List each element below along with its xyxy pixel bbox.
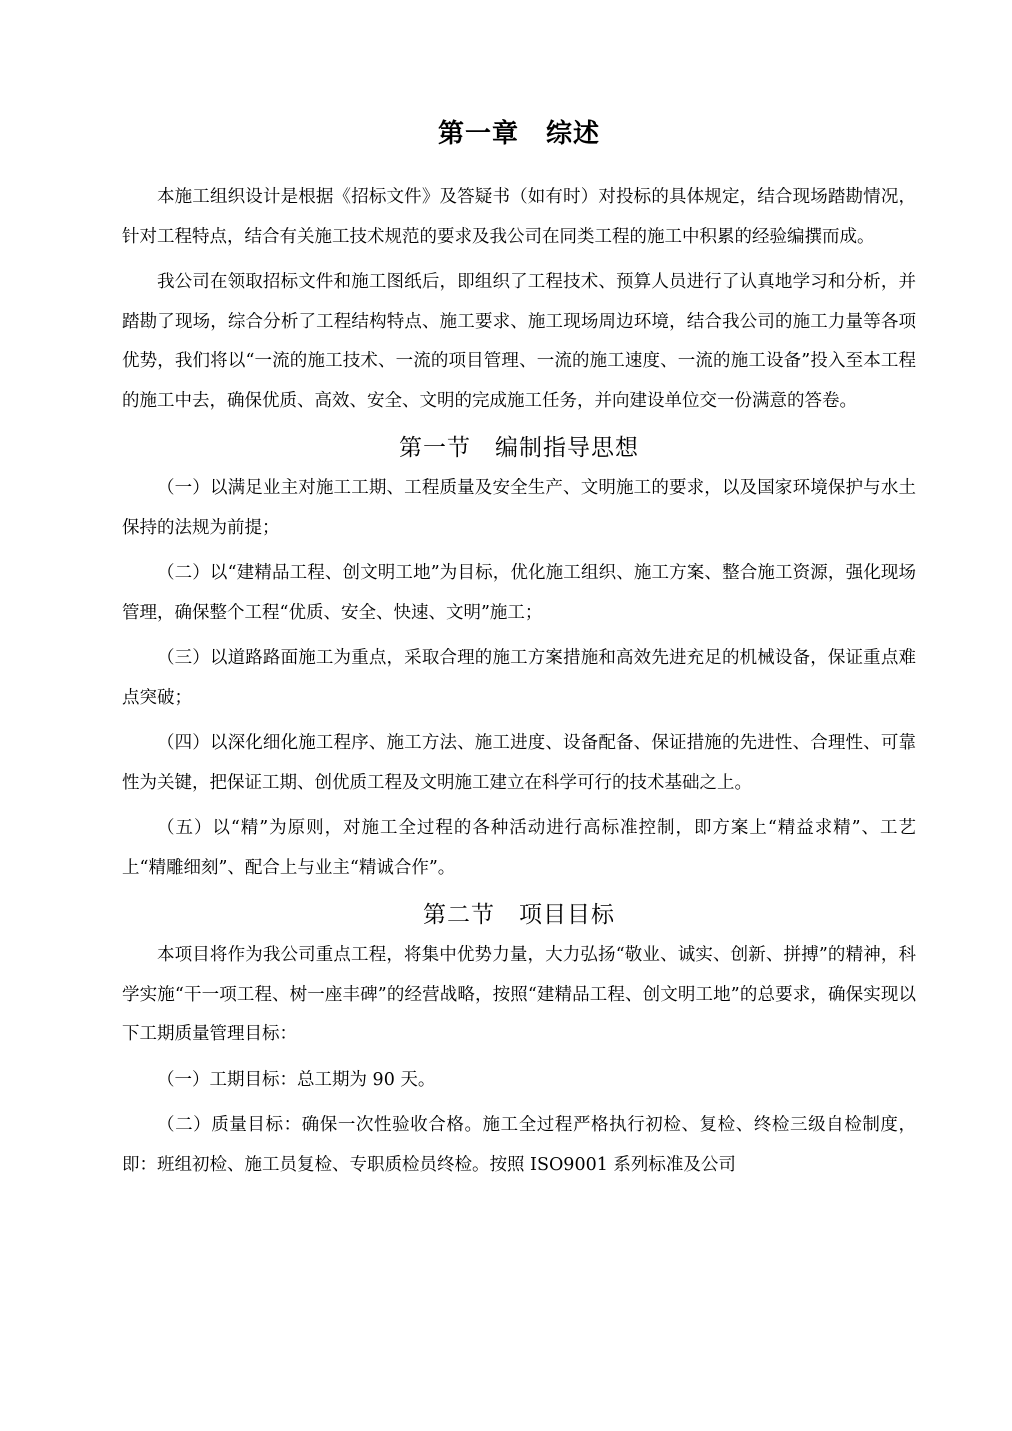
section-title-project-goals: 第二节 项目目标 [423, 902, 615, 928]
guiding-item-4: （四）以深化细化施工程序、施工方法、施工进度、设备配备、保证措施的先进性、合理性、可靠性为关键，把保证工期、创优质工程及文明施工建立在科学可行的技术基础之上。 [122, 733, 916, 793]
guiding-item-2: （二）以“建精品工程、创文明工地”为目标，优化施工组织、施工方案、整合施工资源，强化现场管理，确保整个工程“优质、安全、快速、文明”施工； [122, 563, 916, 623]
intro-paragraph-1: 本施工组织设计是根据《招标文件》及答疑书（如有时）对投标的具体规定，结合现场踏勘情况，针对工程特点，结合有关施工技术规范的要求及我公司在同类工程的施工中积累的经验编撰而成。 [122, 187, 916, 247]
guiding-item-1: （一）以满足业主对施工工期、工程质量及安全生产、文明施工的要求，以及国家环境保护与水土保持的法规为前提； [122, 478, 916, 538]
goal-quality: （二）质量目标：确保一次性验收合格。施工全过程严格执行初检、复检、终检三级自检制度，即：班组初检、施工员复检、专职质检员终检。按照 ISO9001 系列标准及公司 [122, 1115, 916, 1175]
document-page [122, 112, 916, 1191]
goal-schedule: （一）工期目标：总工期为 90 天。 [157, 1069, 436, 1090]
intro-paragraph-2: 我公司在领取招标文件和施工图纸后，即组织了工程技术、预算人员进行了认真地学习和分析，并踏勘了现场，综合分析了工程结构特点、施工要求、施工现场周边环境，结合我公司的施工力量等各项优势，我们将以“一流的施工技术、一流的项目管理、一流的施工速度、一流的施工设备”投入至本工程的施工中去，确保优质、高效、安全、文明的完成施工任务，并向建设单位交一份满意的答卷。 [122, 272, 916, 411]
guiding-item-3: （三）以道路路面施工为重点，采取合理的施工方案措施和高效先进充足的机械设备，保证重点难点突破； [122, 648, 916, 708]
guiding-item-5: （五）以“精”为原则，对施工全过程的各种活动进行高标准控制，即方案上“精益求精”、工艺上“精雕细刻”、配合上与业主“精诚合作”。 [122, 818, 916, 878]
goals-intro-paragraph: 本项目将作为我公司重点工程，将集中优势力量，大力弘扬“敬业、诚实、创新、拼搏”的精神，科学实施“干一项工程、树一座丰碑”的经营战略，按照“建精品工程、创文明工地”的总要求，确保实现以下工期质量管理目标： [122, 945, 916, 1044]
chapter-title: 第一章 综述 [437, 119, 600, 149]
section-title-guiding-ideas: 第一节 编制指导思想 [399, 435, 639, 461]
